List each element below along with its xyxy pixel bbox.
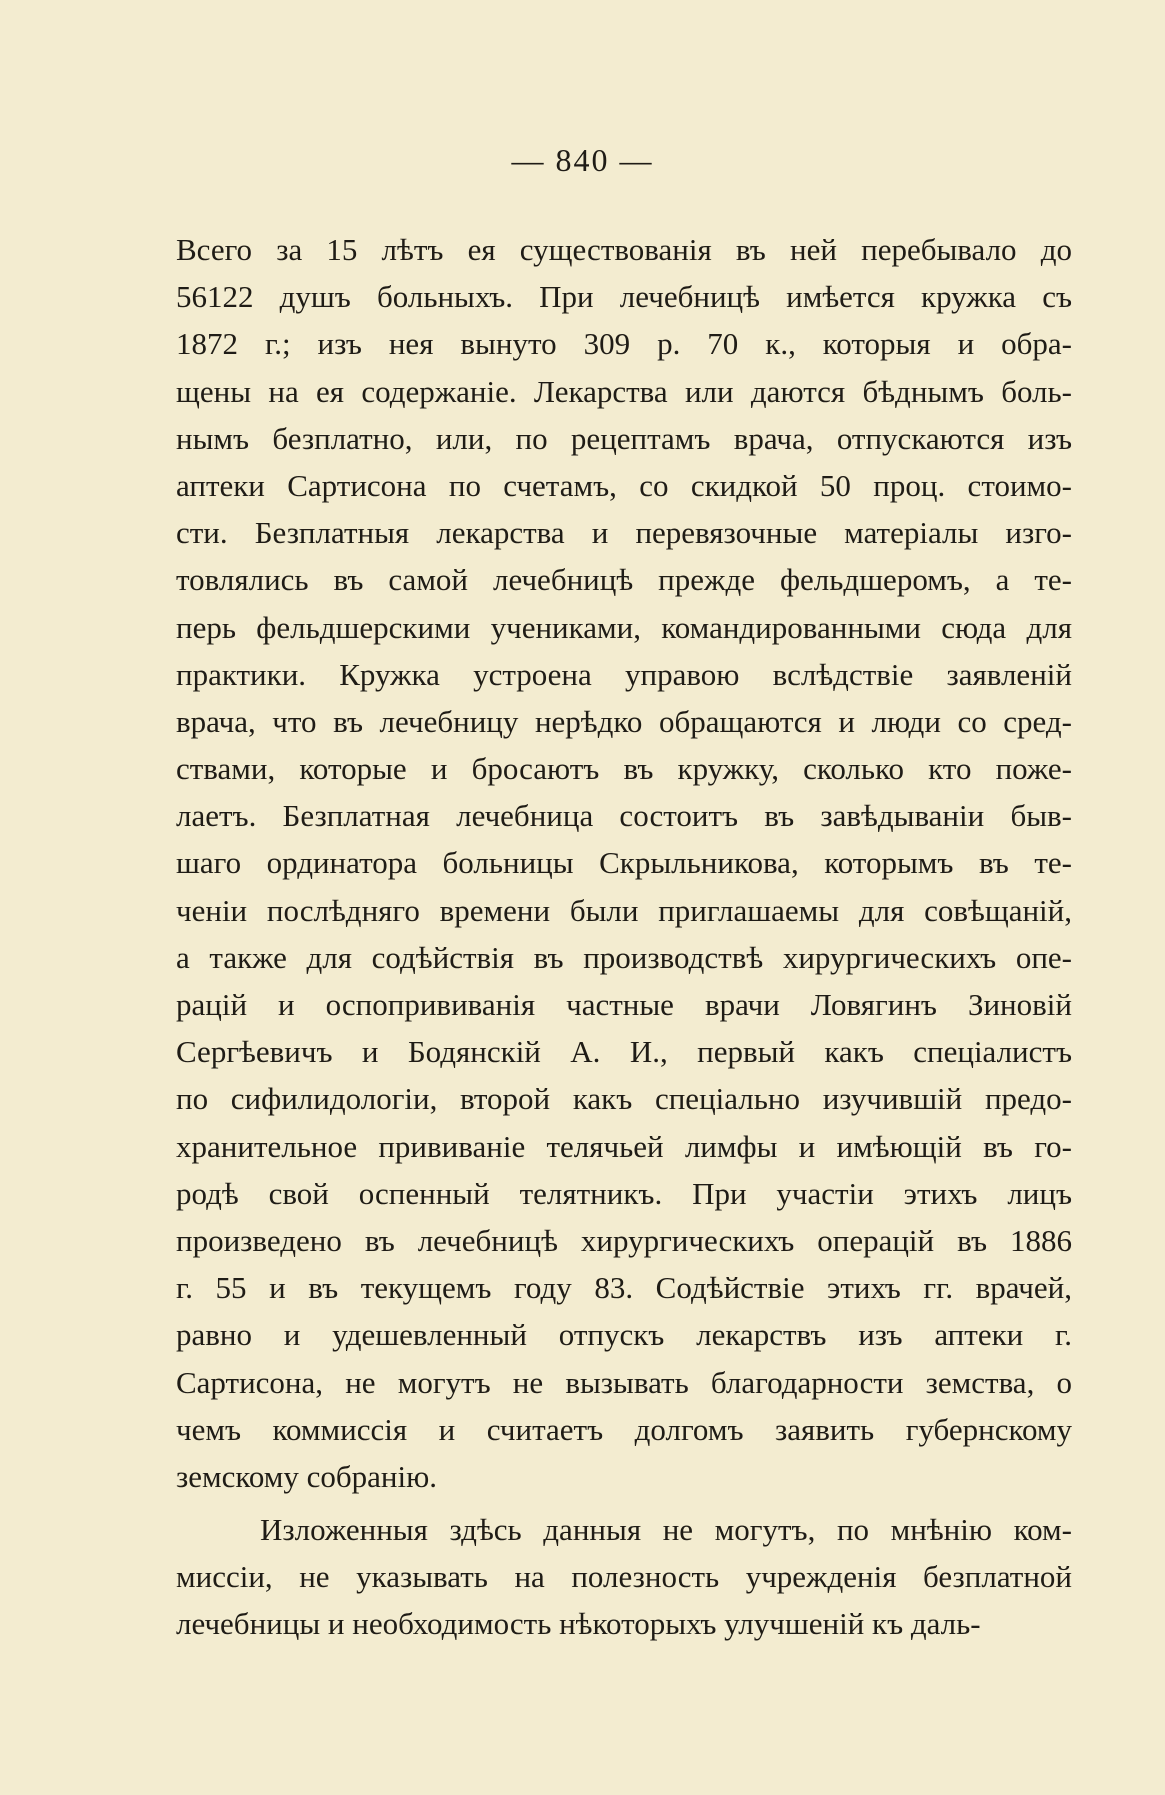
text-line: сти. Безплатныя лекарства и перевязочные матеріалы изго- [176,515,1072,551]
text-line: 1872 г.; изъ нея вынуто 309 р. 70 к., которыя и обра- [176,326,1072,362]
text-line: Всего за 15 лѣтъ ея существованія въ ней перебывало до [176,232,1072,267]
text-line: рацій и оспопрививанія частные врачи Ловягинъ Зиновій [176,987,1072,1022]
text-line: хранительное прививаніе телячьей лимфы и имѣющій въ го- [176,1128,1072,1164]
text-line: по сифилидологіи, второй какъ спеціально изучившій предо- [176,1081,1072,1117]
text-line: врача, что въ лечебницу нерѣдко обращаются и люди со сред- [176,703,1072,739]
text-line: земскому собранію. [176,1458,438,1494]
text-line: г. 55 и въ текущемъ году 83. Содѣйствіе этихъ гг. врачей, [176,1270,1072,1306]
text-line: товлялись въ самой лечебницѣ прежде фельдшеромъ, а те- [176,562,1072,598]
text-line: перь фельдшерскими учениками, командированными сюда для [176,609,1072,645]
text-line: чемъ коммиссія и считаетъ долгомъ заявить губернскому [176,1411,1072,1447]
text-line: а также для содѣйствія въ производствѣ хирургическихъ опе- [176,939,1072,975]
text-line: практики. Кружка устроена управою вслѣдствіе заявленій [176,656,1072,692]
text-line: произведено въ лечебницѣ хирургическихъ операцій въ 1886 [176,1222,1072,1258]
text-line: лаетъ. Безплатная лечебница состоитъ въ завѣдываніи быв- [176,798,1072,834]
paragraph [176,226,1072,1500]
body-text [176,226,1072,1648]
text-line: 56122 душъ больныхъ. При лечебницѣ имѣется кружка съ [176,279,1072,315]
text-line: Сартисона, не могутъ не вызывать благодарности земства, о [176,1364,1072,1400]
text-line: шаго ординатора больницы Скрыльникова, которымъ въ те- [176,845,1072,881]
text-line: нымъ безплатно, или, по рецептамъ врача, отпускаются изъ [176,420,1072,456]
text-line: аптеки Сартисона по счетамъ, со скидкой 50 проц. стоимо- [176,467,1072,503]
text-line: Изложенныя здѣсь данныя не могутъ, по мнѣнію ком- [260,1512,1072,1548]
text-line: лечебницы и необходимость нѣкоторыхъ улучшеній къ даль- [176,1606,981,1642]
text-line: щены на ея содержаніе. Лекарства или даются бѣднымъ боль- [176,373,1072,409]
text-line: ствами, которые и бросаютъ въ кружку, сколько кто поже- [176,751,1072,787]
text-line: Сергѣевичъ и Бодянскій А. И., первый какъ спеціалистъ [176,1034,1072,1070]
text-line: равно и удешевленный отпускъ лекарствъ изъ аптеки г. [176,1317,1072,1353]
text-line: миссіи, не указывать на полезность учрежденія безплатной [176,1559,1072,1595]
page-number: — 840 — [511,142,654,178]
paragraph [176,1506,1072,1648]
text-line: родѣ свой оспенный телятникъ. При участіи этихъ лицъ [176,1175,1072,1211]
text-line: ченіи послѣдняго времени были приглашаемы для совѣщаній, [176,892,1072,928]
